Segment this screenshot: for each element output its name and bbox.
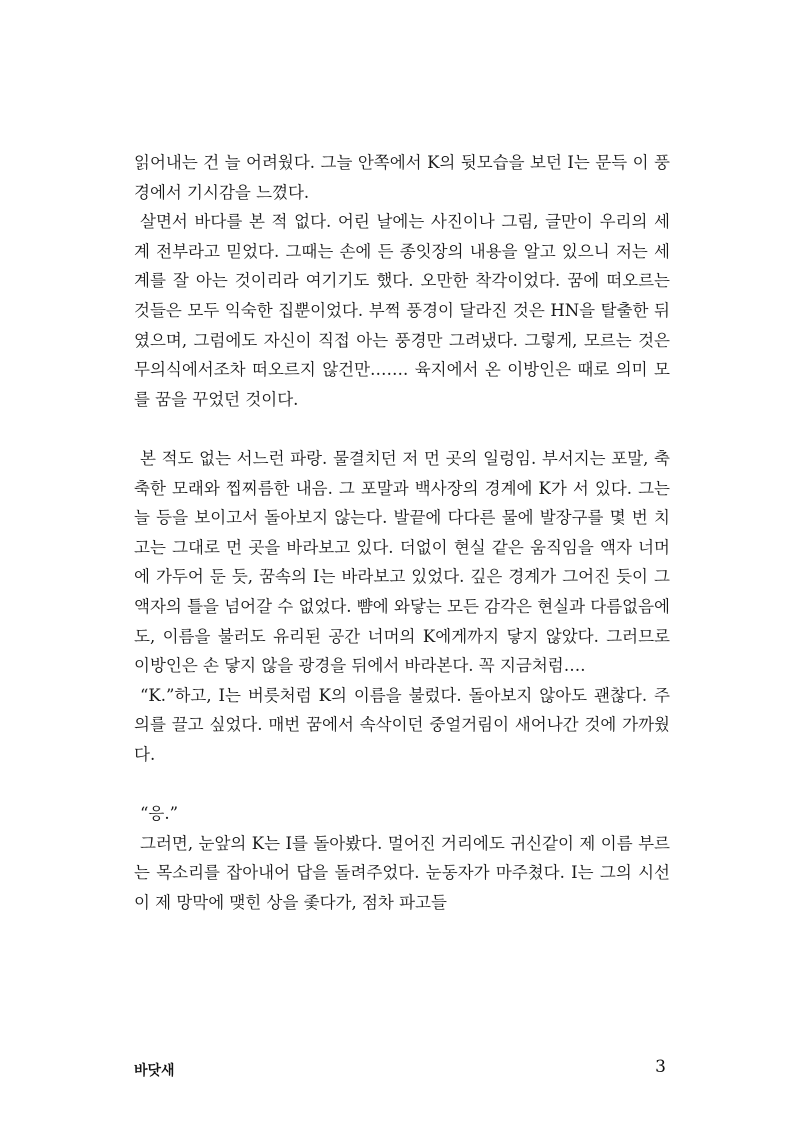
- paragraph-spacer: [134, 769, 670, 799]
- paragraph-2: 살면서 바다를 본 적 없다. 어린 날에는 사진이나 그림, 글만이 우리의 세계 전부라고 믿었다. 그때는 손에 든 종잇장의 내용을 알고 있으니 저는 세계를 잘 아는 것이리라 여기기도 했다. 오만한 착각이었다. 꿈에 떠오르는 것들은 모두 익숙한 집뿐이었다. 부쩍 풍경이 달라진 것은 HN을 탈출한 뒤였으며, 그럼에도 자신이 직접 아는 풍경만 그려냈다. 그렇게, 모르는 것은 무의식에서조차 떠오르지 않건만……. 육지에서 온 이방인은 때로 의미 모를 꿈을 꾸었던 것이다.: [134, 212, 670, 409]
- paragraph-spacer: [134, 414, 670, 444]
- paragraph-4: “K.”하고, I는 버릇처럼 K의 이름을 불렀다. 돌아보지 않아도 괜찮다. 주의를 끌고 싶었다. 매번 꿈에서 속삭이던 중얼거림이 새어나간 것에 가까웠다.: [134, 685, 670, 764]
- paragraph-1: 읽어내는 건 늘 어려웠다. 그늘 안쪽에서 K의 뒷모습을 보던 I는 문득 이 풍경에서 기시감을 느꼈다.: [134, 153, 670, 202]
- body-text: [134, 148, 670, 917]
- paragraph-5: “응.”: [140, 804, 179, 824]
- paragraph-3: 본 적도 없는 서느런 파랑. 물결치던 저 먼 곳의 일렁임. 부서지는 포말, 축축한 모래와 찝찌름한 내음. 그 포말과 백사장의 경계에 K가 서 있다. 그는 늘 등을 보이고서 돌아보지 않는다. 발끝에 다다른 물에 발장구를 몇 번 치고는 그대로 먼 곳을 바라보고 있다. 더없이 현실 같은 움직임을 액자 너머에 가두어 둔 듯, 꿈속의 I는 바라보고 있었다. 깊은 경계가 그어진 듯이 그 액자의 틀을 넘어갈 수 없었다. 뺨에 와닿는 모든 감각은 현실과 다름없음에도, 이름을 불러도 유리된 공간 너머의 K에게까지 닿지 않았다. 그러므로 이방인은 손 닿지 않을 광경을 뒤에서 바라본다. 꼭 지금처럼….: [134, 448, 670, 676]
- footer-title: 바닷새: [134, 1063, 175, 1079]
- page-number: 3: [655, 1057, 666, 1077]
- paragraph-6: 그러면, 눈앞의 K는 I를 돌아봤다. 멀어진 거리에도 귀신같이 제 이름 부르는 목소리를 잡아내어 답을 돌려주었다. 눈동자가 마주쳤다. I는 그의 시선이 제 망막에 맺힌 상을 좇다가, 점차 파고들: [134, 833, 670, 912]
